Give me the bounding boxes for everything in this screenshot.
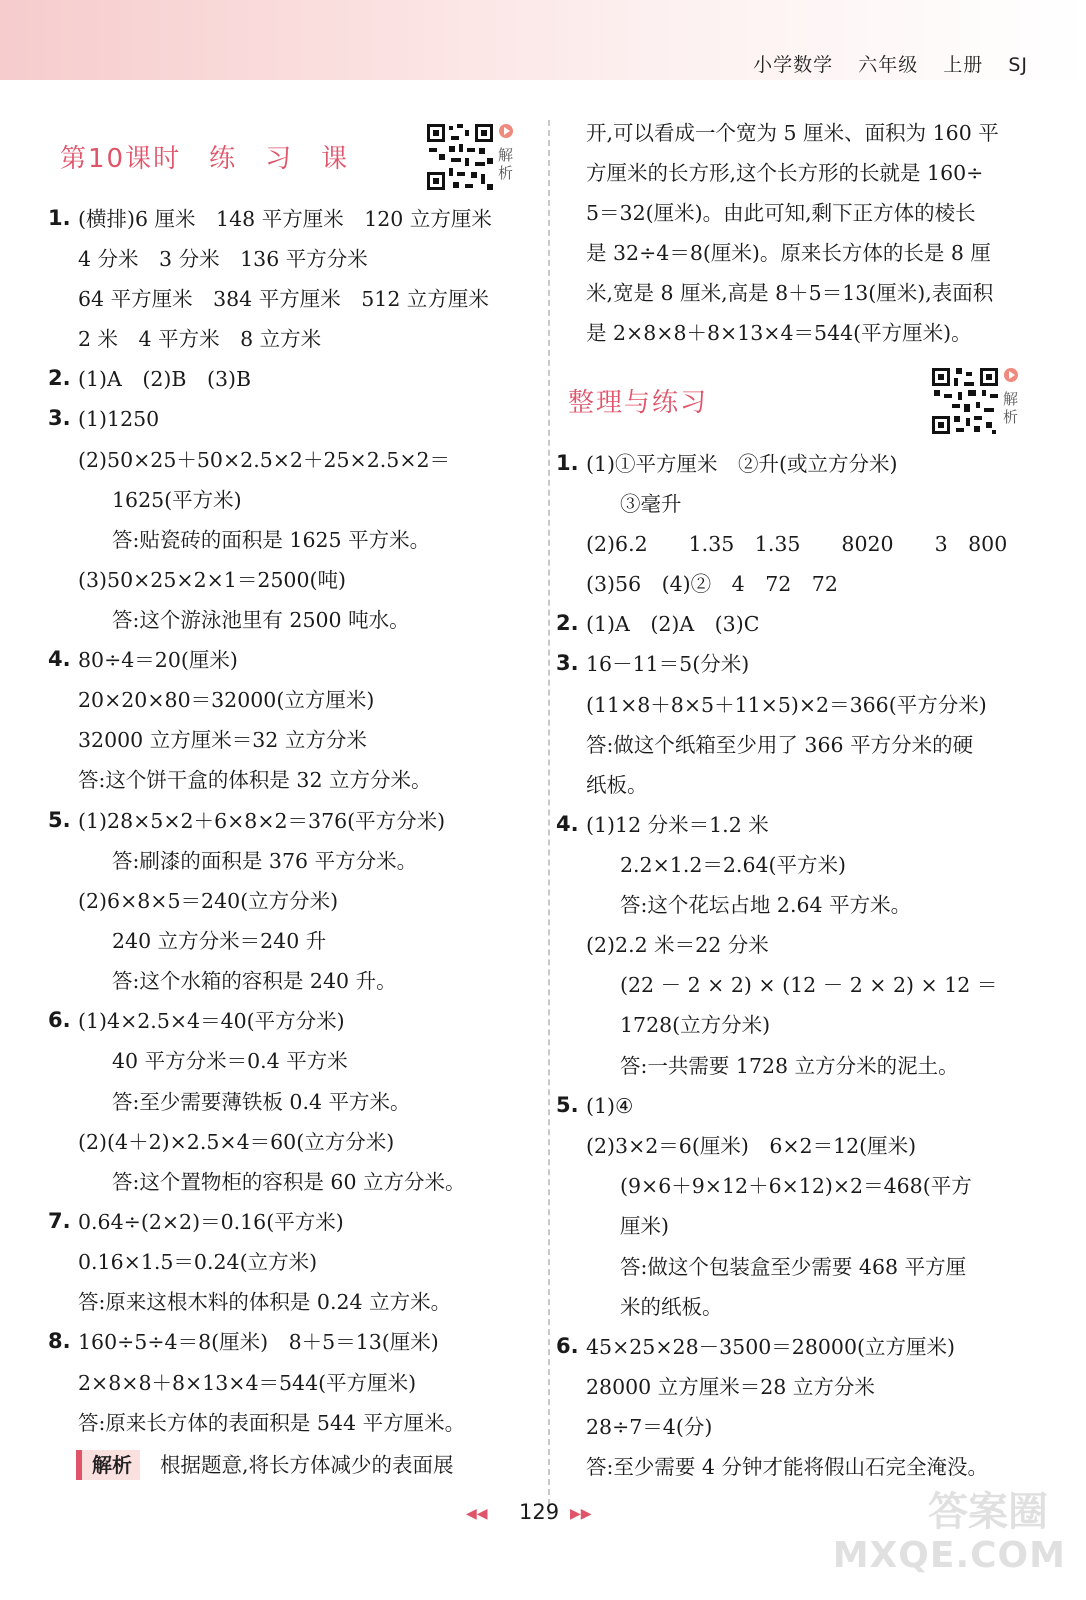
answer-line: ③毫升: [620, 492, 682, 516]
play-icon: [499, 124, 513, 138]
answer-line: 4 分米 3 分米 136 平方分米: [78, 247, 368, 271]
continuation-line: 方厘米的长方形,这个长方形的长就是 160÷: [586, 161, 984, 185]
answer-line: (1)A (2)B (3)B: [78, 367, 252, 391]
answer-line: 28000 立方厘米＝28 立方分米: [586, 1375, 875, 1399]
answer-line: 答:原来这根木料的体积是 0.24 立方米。: [78, 1290, 452, 1314]
answer-line: 240 立方分米＝240 升: [112, 929, 327, 953]
item-number: 4.: [48, 647, 71, 671]
answer-line: 80÷4＝20(厘米): [78, 648, 238, 672]
answer-line: 2 米 4 平方米 8 立方米: [78, 327, 322, 351]
answer-line: 米的纸板。: [620, 1295, 723, 1319]
continuation-line: 是 2×8×8＋8×13×4＝544(平方厘米)。: [586, 321, 972, 345]
answer-line: (1)①平方厘米 ②升(或立方分米): [586, 452, 898, 476]
qr-label: 解析: [498, 146, 514, 182]
item-number: 2.: [556, 611, 579, 635]
answer-line: (2)2.2 米＝22 分米: [586, 933, 769, 957]
header-edition: SJ: [1008, 54, 1028, 76]
qr-code-icon[interactable]: [930, 366, 1000, 436]
item-number: 3.: [556, 651, 579, 675]
answer-line: (3)50×25×2×1＝2500(吨): [78, 568, 346, 592]
header-grade: 六年级: [858, 54, 919, 76]
answer-line: (22 － 2 × 2) × (12 － 2 × 2) × 12 ＝: [620, 973, 998, 997]
answer-line: (11×8＋8×5＋11×5)×2＝366(平方分米): [586, 693, 987, 717]
qr-label: 解析: [1003, 390, 1019, 426]
answer-line: (2)3×2＝6(厘米) 6×2＝12(厘米): [586, 1134, 917, 1158]
answer-line: 答:至少需要 4 分钟才能将假山石完全淹没。: [586, 1455, 988, 1479]
answer-line: 答:这个游泳池里有 2500 吨水。: [112, 608, 410, 632]
continuation-line: 开,可以看成一个宽为 5 厘米、面积为 160 平: [586, 121, 999, 145]
answer-line: (2)(4＋2)×2.5×4＝60(立方分米): [78, 1130, 395, 1154]
answer-line: 32000 立方厘米＝32 立方分米: [78, 728, 367, 752]
answer-line: 40 平方分米＝0.4 平方米: [112, 1049, 348, 1073]
answer-line: 答:这个饼干盒的体积是 32 立方分米。: [78, 768, 432, 792]
answer-line: 厘米): [620, 1214, 669, 1238]
item-number: 5.: [48, 808, 71, 832]
answer-line: 0.64÷(2×2)＝0.16(平方米): [78, 1210, 344, 1234]
answer-line: 2.2×1.2＝2.64(平方米): [620, 853, 847, 877]
item-number: 6.: [48, 1008, 71, 1032]
answer-line: (2)6×8×5＝240(立方分米): [78, 889, 339, 913]
answer-line: 纸板。: [586, 773, 648, 797]
answer-line: 160÷5÷4＝8(厘米) 8＋5＝13(厘米): [78, 1330, 439, 1354]
item-number: 6.: [556, 1334, 579, 1358]
answer-line: (1)④: [586, 1094, 634, 1118]
answer-line: 答:一共需要 1728 立方分米的泥土。: [620, 1054, 959, 1078]
item-number: 4.: [556, 812, 579, 836]
answer-line: 答:贴瓷砖的面积是 1625 平方米。: [112, 528, 431, 552]
answer-line: (1)12 分米＝1.2 米: [586, 813, 769, 837]
watermark-url: MXQE.COM: [832, 1535, 1066, 1576]
lesson-title: 第10课时 练 习 课: [60, 144, 350, 174]
item-number: 5.: [556, 1093, 579, 1117]
continuation-line: 是 32÷4＝8(厘米)。原来长方体的长是 8 厘: [586, 241, 991, 265]
prev-arrows-icon: ◀◀: [466, 1506, 488, 1522]
answer-line: 20×20×80＝32000(立方厘米): [78, 688, 375, 712]
watermark-logo: 答案圈: [928, 1489, 1048, 1535]
header-volume: 上册: [943, 54, 984, 76]
answer-line: (1)1250: [78, 407, 160, 431]
answer-line: 答:这个水箱的容积是 240 升。: [112, 969, 397, 993]
item-number: 1.: [556, 451, 579, 475]
answer-line: (横排)6 厘米 148 平方厘米 120 立方厘米: [78, 207, 492, 231]
item-number: 8.: [48, 1329, 71, 1353]
answer-line: 1728(立方分米): [620, 1013, 771, 1037]
answer-line: 答:做这个包装盒至少需要 468 平方厘: [620, 1255, 967, 1279]
page-number: 129: [519, 1500, 560, 1524]
answer-line: 答:做这个纸箱至少用了 366 平方分米的硬: [586, 733, 974, 757]
answer-line: 28÷7＝4(分): [586, 1415, 713, 1439]
answer-line: (9×6＋9×12＋6×12)×2＝468(平方: [620, 1174, 972, 1198]
answer-line: 答:原来长方体的表面积是 544 平方厘米。: [78, 1411, 466, 1435]
analysis-text: 根据题意,将长方体减少的表面展: [160, 1453, 454, 1477]
item-number: 3.: [48, 406, 71, 430]
answer-line: (2)50×25＋50×2.5×2＋25×2.5×2＝: [78, 448, 451, 472]
answer-line: 答:这个花坛占地 2.64 平方米。: [620, 893, 912, 917]
answer-line: (1)A (2)A (3)C: [586, 612, 760, 636]
continuation-line: 5＝32(厘米)。由此可知,剩下正方体的棱长: [586, 201, 976, 225]
answer-line: (3)56 (4)② 4 72 72: [586, 572, 838, 596]
answer-line: 0.16×1.5＝0.24(立方米): [78, 1250, 318, 1274]
answer-line: 16－11＝5(分米): [586, 652, 750, 676]
answer-line: (1)28×5×2＋6×8×2＝376(平方分米): [78, 809, 446, 833]
play-icon: [1004, 368, 1018, 382]
header-subject: 小学数学: [753, 54, 834, 76]
analysis-badge: 解析: [76, 1450, 140, 1480]
qr-code-icon[interactable]: [425, 122, 495, 192]
answer-line: 45×25×28－3500＝28000(立方厘米): [586, 1335, 955, 1359]
answer-line: (1)4×2.5×4＝40(平方分米): [78, 1009, 345, 1033]
answer-line: 答:至少需要薄铁板 0.4 平方米。: [112, 1090, 411, 1114]
item-number: 2.: [48, 366, 71, 390]
item-number: 7.: [48, 1209, 71, 1233]
answer-line: 64 平方厘米 384 平方厘米 512 立方厘米: [78, 287, 489, 311]
review-title: 整理与练习: [568, 388, 709, 418]
answer-line: 1625(平方米): [112, 488, 242, 512]
answer-line: 答:这个置物柜的容积是 60 立方分米。: [112, 1170, 466, 1194]
continuation-line: 米,宽是 8 厘米,高是 8＋5＝13(厘米),表面积: [586, 281, 994, 305]
answer-line: 答:刷漆的面积是 376 平方分米。: [112, 849, 418, 873]
book-header: [735, 50, 1028, 77]
next-arrows-icon: ▶▶: [570, 1506, 592, 1522]
answer-line: (2)6.2 1.35 1.35 8020 3 800: [586, 532, 1008, 556]
answer-line: 2×8×8＋8×13×4＝544(平方厘米): [78, 1371, 417, 1395]
item-number: 1.: [48, 206, 71, 230]
column-divider: [548, 120, 550, 1515]
